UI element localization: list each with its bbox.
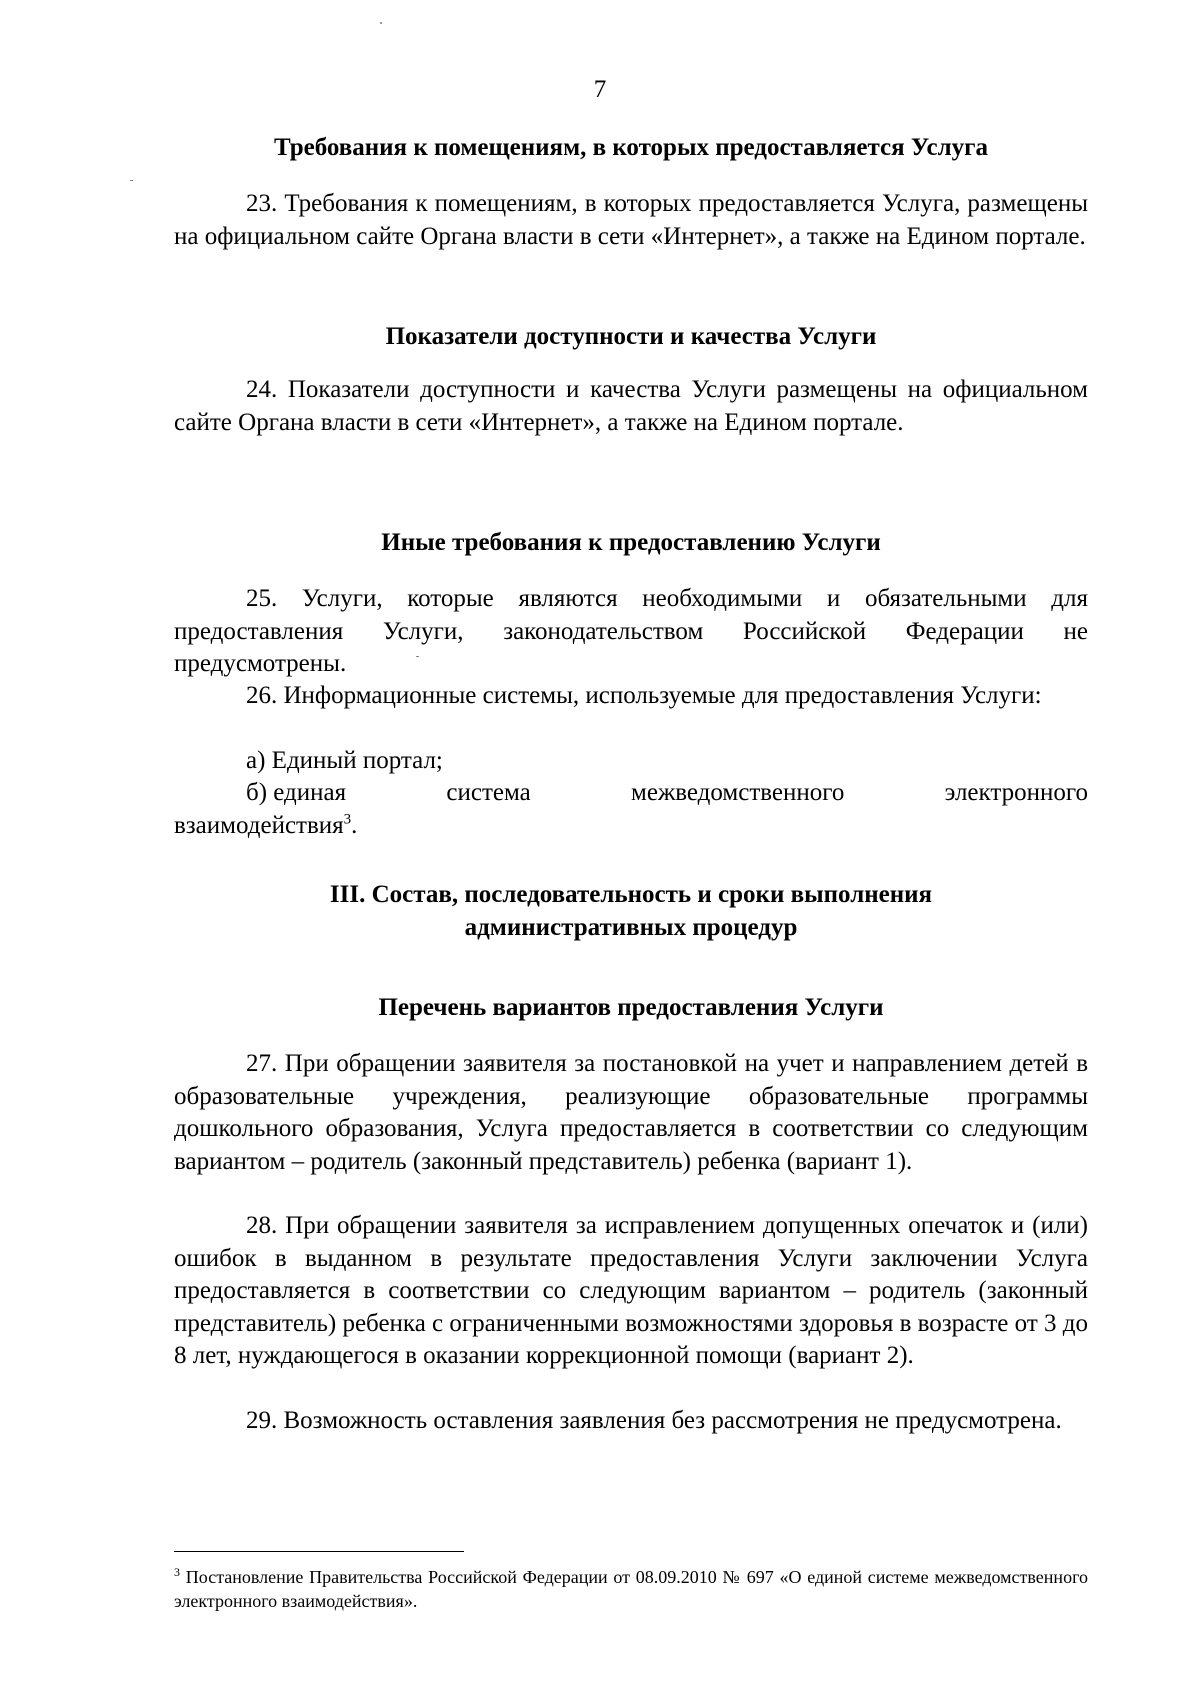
paragraph-24: 24. Показатели доступности и качества Услуги размещены на официальном сайте Органа власти в сети «Интернет», а также на Едином портале. xyxy=(174,376,1088,436)
list-item-b-line1 xyxy=(246,777,1088,810)
list-item-b-line2 xyxy=(174,810,1088,843)
paragraph-27: 27. При обращении заявителя за постановкой на учет и направлением детей в образовательные учреждения, реализующие образовательные программы дошкольного образования, Услуга предоставляется в соответствии со следующим вариантом – родитель (законный представитель) ребенка (вариант 1). xyxy=(174,1050,1088,1175)
chapter-heading-line2: административных процедур xyxy=(464,914,798,941)
scan-speck xyxy=(380,22,382,24)
list-item-b-end: . xyxy=(351,812,358,839)
paragraph-25: 25. Услуги, которые являются необходимыми и обязательными для предоставления Услуги, законодательством Российской Федерации не предусмотрены. xyxy=(174,585,1088,677)
paragraph-26: 26. Информационные системы, используемые для предоставления Услуги: xyxy=(246,682,1042,709)
heading-premises-requirements: Требования к помещениям, в которых предоставляется Услуга xyxy=(273,134,989,161)
list-item-b-word: б) единая xyxy=(246,779,347,806)
chapter-heading-line1: III. Состав, последовательность и сроки выполнения xyxy=(329,881,933,908)
list-item-b-word: межведомственного xyxy=(631,779,845,806)
scan-speck xyxy=(130,180,133,181)
page-number: 7 xyxy=(593,76,607,103)
heading-service-variants: Перечень вариантов предоставления Услуги xyxy=(378,994,884,1021)
footnote-reference: 3 xyxy=(343,811,352,828)
list-item-b-word: электронного xyxy=(944,779,1088,806)
footnote-number: 3 xyxy=(174,1565,180,1579)
paragraph-23: 23. Требования к помещениям, в которых предоставляется Услуга, размещены на официальном сайте Органа власти в сети «Интернет», а также на Едином портале. xyxy=(174,190,1088,250)
list-item-b-tail: взаимодействия xyxy=(174,812,344,839)
footnote-text: Постановление Правительства Российской Федерации от 08.09.2010 № 697 «О единой системе межведомственного электронного взаимодействия». xyxy=(174,1567,1088,1611)
footnote xyxy=(174,1565,1088,1613)
paragraph-28: 28. При обращении заявителя за исправлением допущенных опечаток и (или) ошибок в выданном в результате предоставления Услуги заключении Услуга предоставляется в соответствии со следующим вариантом – родитель (законный представитель) ребенка с ограниченными возможностями здоровья в возрасте от 3 до 8 лет, нуждающегося в оказании коррекционной помощи (вариант 2). xyxy=(174,1212,1088,1369)
heading-other-requirements: Иные требования к предоставлению Услуги xyxy=(381,529,881,556)
list-item-b-word: система xyxy=(446,779,531,806)
paragraph-29: 29. Возможность оставления заявления без рассмотрения не предусмотрена. xyxy=(246,1407,1062,1434)
list-item-a: а) Единый портал; xyxy=(246,747,443,774)
footnote-separator xyxy=(174,1551,464,1552)
heading-quality-indicators: Показатели доступности и качества Услуги xyxy=(385,323,877,350)
